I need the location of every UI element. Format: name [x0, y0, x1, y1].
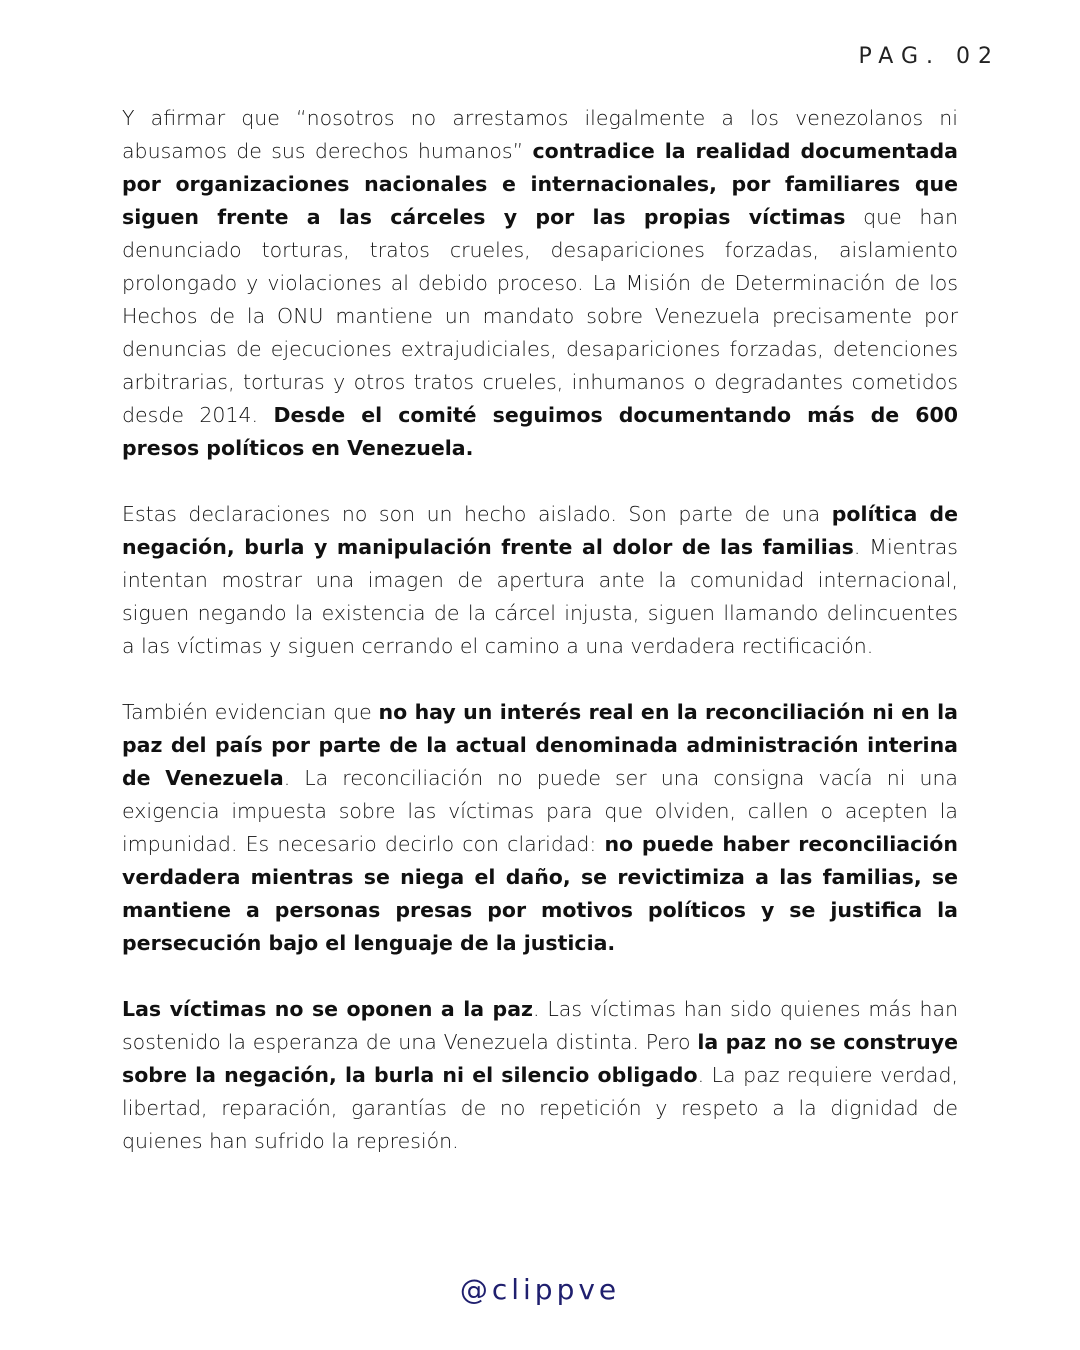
- text-run: Estas declaraciones no son un hecho aislado. Son parte de una: [122, 502, 832, 526]
- bold-run: Las víctimas no se oponen a la paz: [122, 997, 533, 1021]
- page-number: PAG. 02: [858, 44, 1000, 69]
- bold-run: no puede haber reconciliación verdadera mientras se niega el daño, se revictimiza a las familias, se mantiene a personas presas por motivos políticos y se justifica la persecución bajo el lenguaje de la justicia.: [122, 832, 958, 955]
- paragraph-2: [122, 498, 958, 663]
- bold-run: no hay un interés real en la reconciliación ni en la paz del país por parte de la actual denominada administración interina de Venezuela: [122, 700, 958, 790]
- social-handle: @clippve: [459, 1273, 621, 1306]
- text-run: También evidencian que: [122, 700, 379, 724]
- paragraph-1: [122, 102, 958, 465]
- text-run: Y afirmar que “nosotros no arrestamos ilegalmente a los venezolanos ni abusamos de sus derechos humanos”: [122, 106, 958, 163]
- paragraph-4: [122, 993, 958, 1158]
- paragraph-3: [122, 696, 958, 960]
- text-run: . Las víctimas han sido quienes más han sostenido la esperanza de una Venezuela distinta. Pero: [122, 997, 958, 1054]
- bold-run: Desde el comité seguimos documentando más de 600 presos políticos en Venezuela.: [122, 403, 959, 460]
- text-run: . La paz requiere verdad, libertad, reparación, garantías de no repetición y respeto a la dignidad de quienes han sufrido la represión.: [122, 1063, 959, 1153]
- text-run: . Mientras intentan mostrar una imagen de apertura ante la comunidad internacional, siguen negando la existencia de la cárcel injusta, siguen llamando delincuentes a las víctimas y siguen cerrando el camino a una verdadera rectificación.: [122, 535, 958, 658]
- bold-run: política de negación, burla y manipulación frente al dolor de las familias: [122, 502, 958, 559]
- document-body: [122, 102, 958, 1191]
- text-run: que han denunciado torturas, tratos crueles, desapariciones forzadas, aislamiento prolongado y violaciones al debido proceso. La Misión de Determinación de los Hechos de la ONU mantiene un mandato sobre Venezuela precisamente por denuncias de ejecuciones extrajudiciales, desapariciones forzadas, detenciones arbitrarias, torturas y otros tratos crueles, inhumanos o degradantes cometidos desde 2014.: [122, 205, 958, 427]
- text-run: . La reconciliación no puede ser una consigna vacía ni una exigencia impuesta sobre las víctimas para que olviden, callen o acepten la impunidad. Es necesario decirlo con claridad:: [122, 766, 958, 856]
- bold-run: contradice la realidad documentada por organizaciones nacionales e internacionales, por familiares que siguen frente a las cárceles y por las propias víctimas: [122, 139, 958, 229]
- bold-run: la paz no se construye sobre la negación, la burla ni el silencio obligado: [122, 1030, 958, 1087]
